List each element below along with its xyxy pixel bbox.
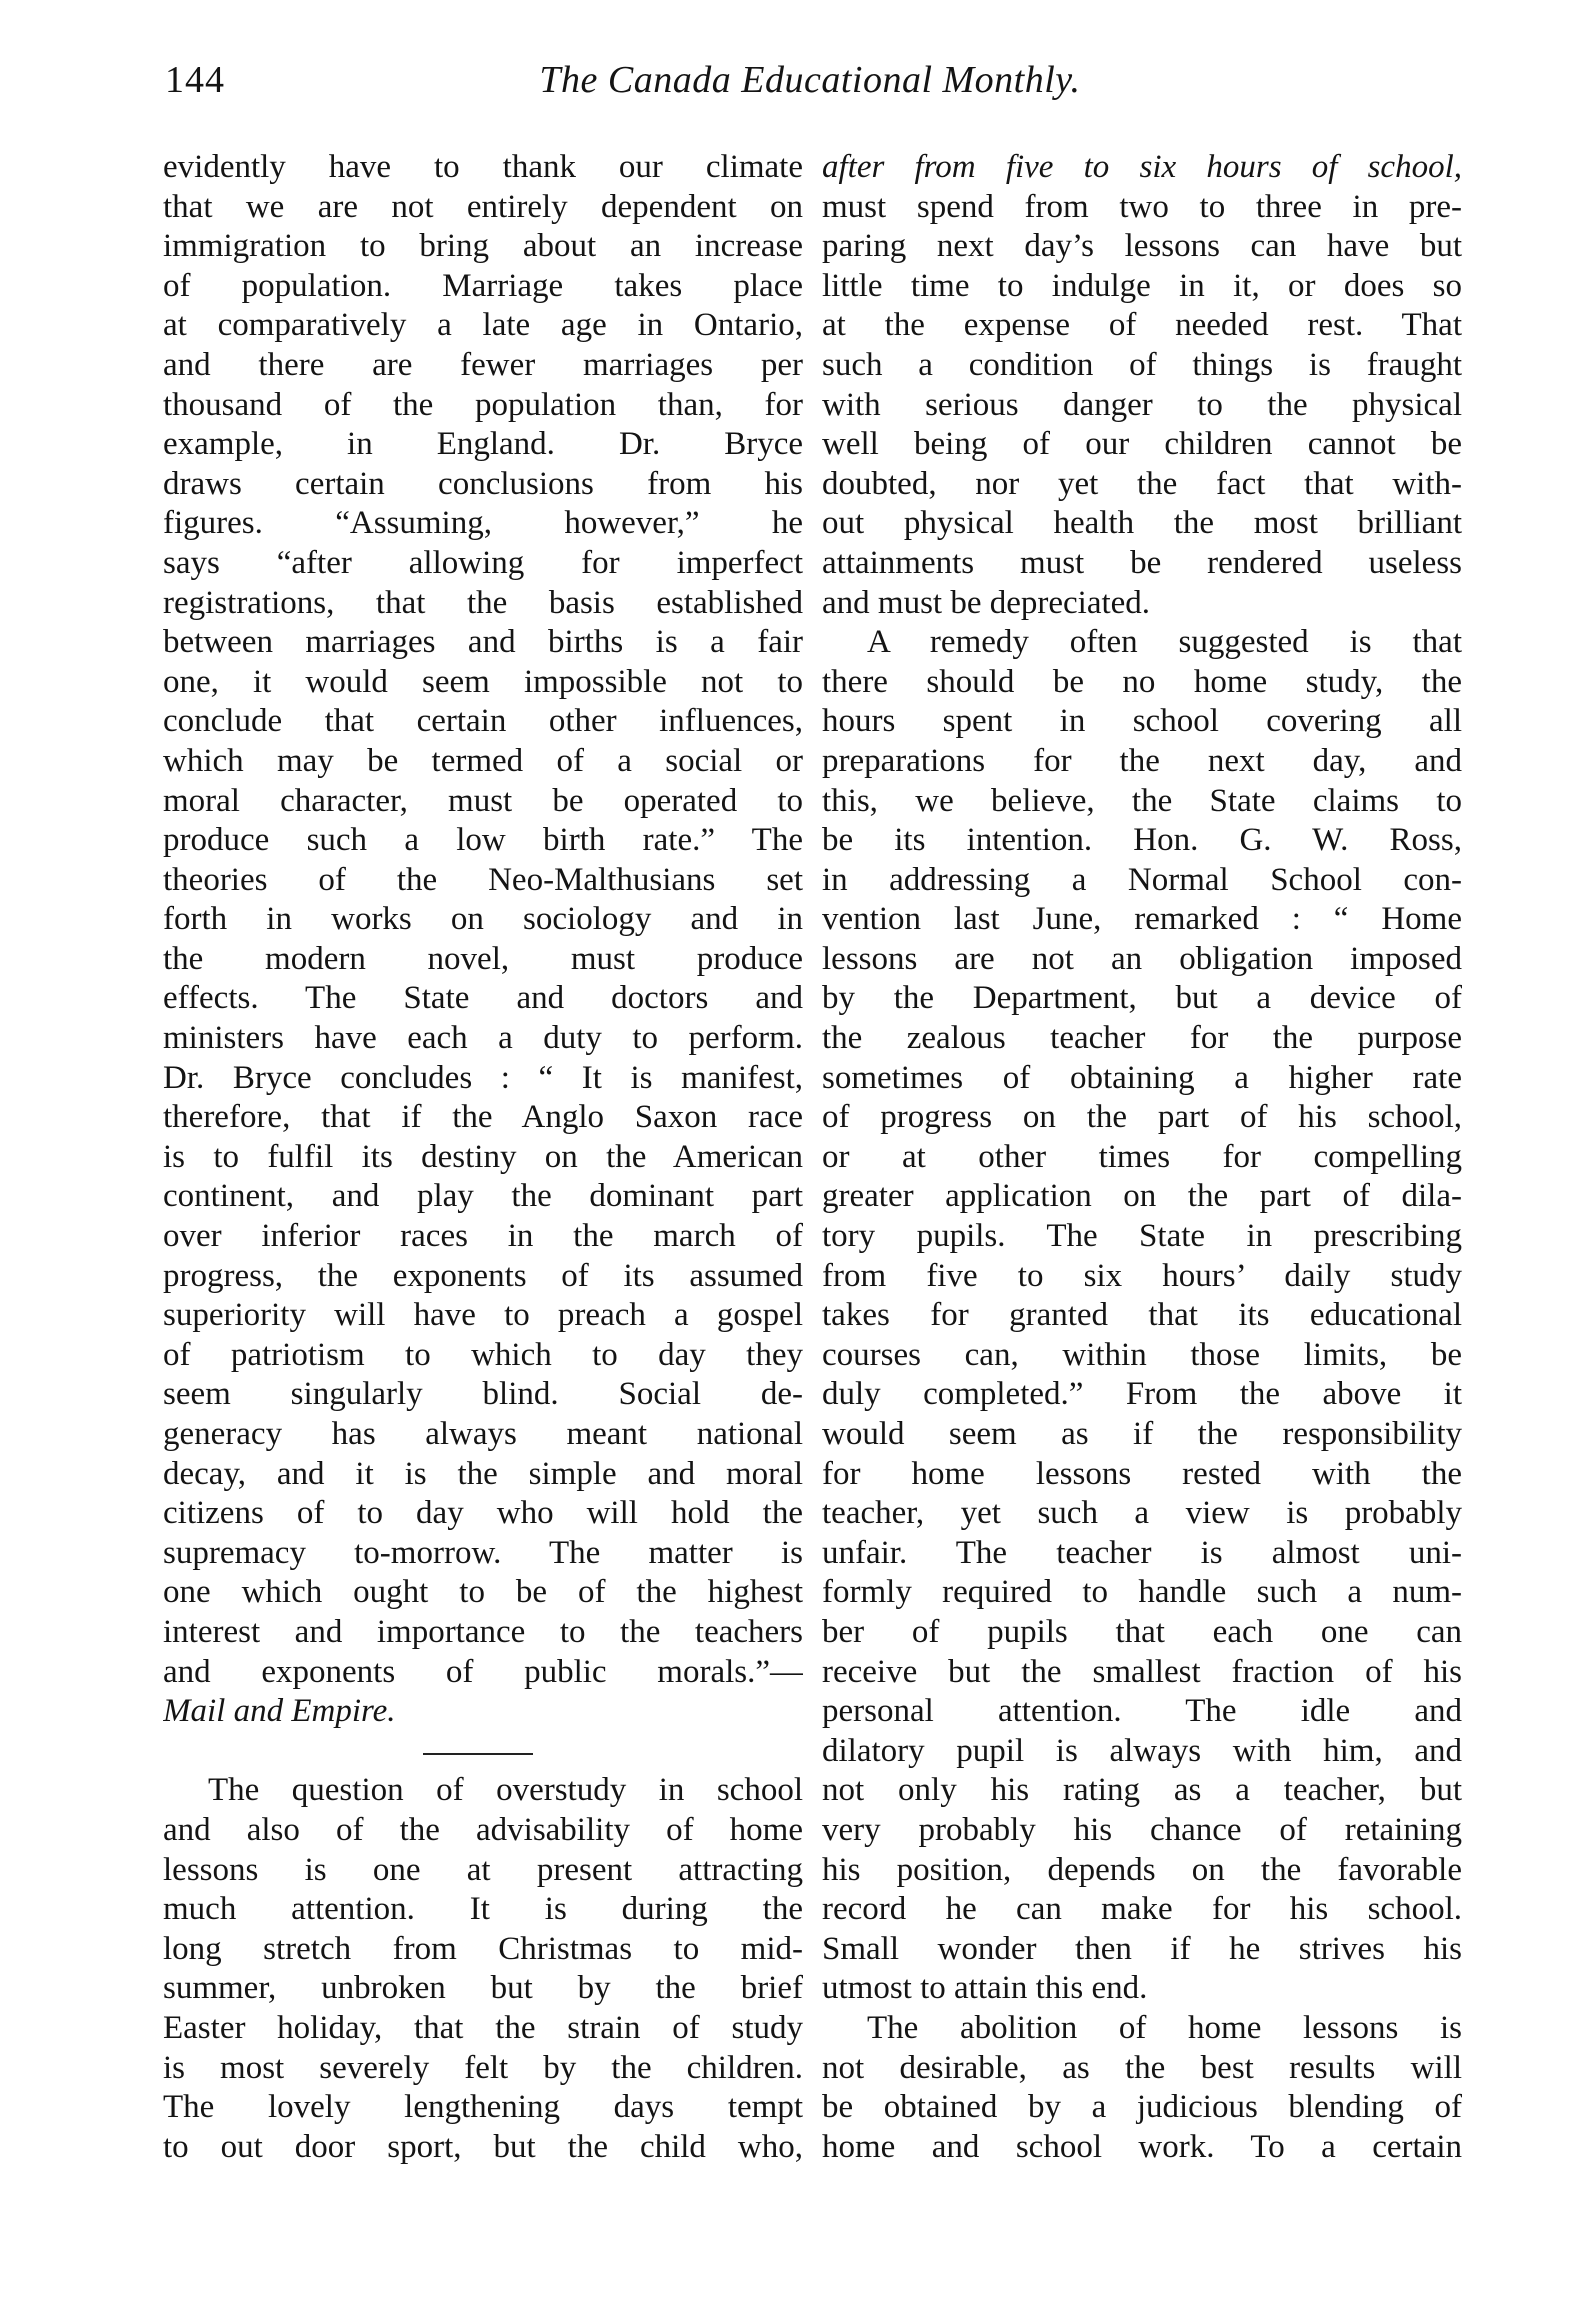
text-line: over inferior races in the march of xyxy=(163,1218,803,1255)
page-header xyxy=(160,58,1460,118)
text-line: vention last June, remarked : “ Home xyxy=(822,901,1462,938)
text-line: tory pupils. The State in prescribing xyxy=(822,1218,1462,1255)
text-line: figures. “Assuming, however,” he xyxy=(163,505,803,542)
text-line: hours spent in school covering all xyxy=(822,703,1462,740)
text-line: generacy has always meant national xyxy=(163,1416,803,1452)
text-line: not desirable, as the best results will xyxy=(822,2049,1462,2086)
text-line: The question of overstudy in school xyxy=(208,1772,803,1809)
text-line: the modern novel, must produce xyxy=(163,940,803,977)
text-line: personal attention. The idle and xyxy=(822,1693,1462,1730)
text-line: in addressing a Normal School con- xyxy=(822,861,1462,898)
text-line: The lovely lengthening days tempt xyxy=(163,2089,803,2126)
text-line: forth in works on sociology and in xyxy=(163,901,803,938)
text-line: at the expense of needed rest. That xyxy=(822,307,1462,344)
text-line: doubted, nor yet the fact that with- xyxy=(822,465,1462,502)
text-line: be obtained by a judicious blending of xyxy=(822,2089,1462,2126)
text-line: example, in England. Dr. Bryce xyxy=(163,426,803,463)
text-line: not only his rating as a teacher, but xyxy=(822,1772,1462,1809)
page-number: 144 xyxy=(165,59,225,101)
text-line: long stretch from Christmas to mid- xyxy=(163,1930,803,1967)
text-line: by the Department, but a device of xyxy=(822,980,1462,1017)
text-line: is most severely felt by the children. xyxy=(163,2049,803,2086)
text-line: of population. Marriage takes place xyxy=(163,267,803,304)
text-line: such a condition of things is fraught xyxy=(822,346,1462,383)
text-line: paring next day’s lessons can have but xyxy=(822,228,1462,265)
text-line: receive but the smallest fraction of his xyxy=(822,1653,1462,1690)
text-line: must spend from two to three in pre- xyxy=(822,188,1462,225)
text-line: unfair. The teacher is almost uni- xyxy=(822,1534,1462,1571)
text-line: draws certain conclusions from his xyxy=(163,465,803,502)
right-paragraph-1 xyxy=(822,148,1462,623)
text-line: citizens of to day who will hold the xyxy=(163,1495,803,1532)
right-paragraph-3 xyxy=(822,2009,1462,2167)
text-line: this, we believe, the State claims to xyxy=(822,782,1462,819)
text-line: out physical health the most brilliant xyxy=(822,505,1462,542)
text-line: very probably his chance of retaining xyxy=(822,1811,1462,1848)
text-line: says “after allowing for imperfect xyxy=(163,544,803,581)
text-line: after from five to six hours of school, xyxy=(822,149,1462,185)
text-line: and also of the advisability of home xyxy=(163,1811,803,1848)
right-column xyxy=(822,148,1462,2167)
text-line: of progress on the part of his school, xyxy=(822,1099,1462,1136)
text-line: Easter holiday, that the strain of study xyxy=(163,2009,803,2046)
text-line: much attention. It is during the xyxy=(163,1891,803,1928)
text-line: one, it would seem impossible not to xyxy=(163,663,803,700)
text-line: would seem as if the responsibility xyxy=(822,1416,1462,1452)
text-line: continent, and play the dominant part xyxy=(163,1178,803,1215)
text-line: decay, and it is the simple and moral xyxy=(163,1455,803,1492)
text-line: his position, depends on the favorable xyxy=(822,1851,1462,1888)
left-paragraph-2 xyxy=(163,1771,803,2167)
text-line: dilatory pupil is always with him, and xyxy=(822,1732,1462,1769)
text-line: ber of pupils that each one can xyxy=(822,1613,1462,1650)
text-line: produce such a low birth rate.” The xyxy=(163,822,803,859)
text-line: progress, the exponents of its assumed xyxy=(163,1257,803,1294)
text-line: there should be no home study, the xyxy=(822,663,1462,700)
text-line: Small wonder then if he strives his xyxy=(822,1930,1462,1967)
text-line: Dr. Bryce concludes : “ It is manifest, xyxy=(163,1059,803,1096)
section-divider xyxy=(163,1732,803,1772)
journal-title: The Canada Educational Monthly. xyxy=(539,59,1081,101)
text-line: attainments must be rendered useless xyxy=(822,544,1462,581)
text-line: theories of the Neo-Malthusians set xyxy=(163,861,803,898)
text-line: lessons are not an obligation imposed xyxy=(822,940,1462,977)
left-paragraph-1 xyxy=(163,148,803,1692)
text-line: one which ought to be of the highest xyxy=(163,1574,803,1611)
source-attribution: Mail and Empire. xyxy=(163,1693,396,1730)
text-line: well being of our children cannot be xyxy=(822,426,1462,463)
text-line: between marriages and births is a fair xyxy=(163,624,803,661)
right-paragraph-2 xyxy=(822,623,1462,2009)
text-line: at comparatively a late age in Ontario, xyxy=(163,307,803,344)
text-line: or at other times for compelling xyxy=(822,1138,1462,1175)
text-line: therefore, that if the Anglo Saxon race xyxy=(163,1099,803,1136)
text-line: of patriotism to which to day they xyxy=(163,1336,803,1373)
text-line: be its intention. Hon. G. W. Ross, xyxy=(822,822,1462,859)
text-line: record he can make for his school. xyxy=(822,1891,1462,1928)
text-line: with serious danger to the physical xyxy=(822,386,1462,423)
text-line: home and school work. To a certain xyxy=(822,2128,1462,2165)
text-line: duly completed.” From the above it xyxy=(822,1376,1462,1413)
text-line: to out door sport, but the child who, xyxy=(163,2128,803,2165)
text-line: little time to indulge in it, or does so xyxy=(822,267,1462,304)
text-line: superiority will have to preach a gospel xyxy=(163,1297,803,1334)
text-line: summer, unbroken but by the brief xyxy=(163,1970,803,2007)
text-line: The abolition of home lessons is xyxy=(867,2009,1462,2046)
text-line: immigration to bring about an increase xyxy=(163,228,803,265)
text-line: utmost to attain this end. xyxy=(822,1970,1148,2007)
text-line: is to fulfil its destiny on the American xyxy=(163,1138,803,1175)
text-line: the zealous teacher for the purpose xyxy=(822,1020,1462,1057)
text-line: evidently have to thank our climate xyxy=(163,149,803,185)
text-line: thousand of the population than, for xyxy=(163,386,803,423)
text-line: greater application on the part of dila- xyxy=(822,1178,1462,1215)
text-line: that we are not entirely dependent on xyxy=(163,188,803,225)
text-line: seem singularly blind. Social de- xyxy=(163,1376,803,1413)
text-line: and exponents of public morals.”— xyxy=(163,1653,803,1690)
text-line: moral character, must be operated to xyxy=(163,782,803,819)
text-line: and there are fewer marriages per xyxy=(163,346,803,383)
text-line: takes for granted that its educational xyxy=(822,1297,1462,1334)
left-column xyxy=(163,148,803,2167)
text-line: preparations for the next day, and xyxy=(822,742,1462,779)
text-line: ministers have each a duty to perform. xyxy=(163,1020,803,1057)
text-line: for home lessons rested with the xyxy=(822,1455,1462,1492)
text-line: effects. The State and doctors and xyxy=(163,980,803,1017)
text-line: which may be termed of a social or xyxy=(163,742,803,779)
text-line: formly required to handle such a num- xyxy=(822,1574,1462,1611)
text-line: A remedy often suggested is that xyxy=(867,624,1462,661)
text-line: sometimes of obtaining a higher rate xyxy=(822,1059,1462,1096)
text-line: conclude that certain other influences, xyxy=(163,703,803,740)
text-line: from five to six hours’ daily study xyxy=(822,1257,1462,1294)
text-line: interest and importance to the teachers xyxy=(163,1613,803,1650)
text-line: lessons is one at present attracting xyxy=(163,1851,803,1888)
text-line: registrations, that the basis established xyxy=(163,584,803,621)
text-line: supremacy to-morrow. The matter is xyxy=(163,1534,803,1571)
text-line: courses can, within those limits, be xyxy=(822,1336,1462,1373)
text-line: teacher, yet such a view is probably xyxy=(822,1495,1462,1532)
text-line: and must be depreciated. xyxy=(822,584,1151,621)
